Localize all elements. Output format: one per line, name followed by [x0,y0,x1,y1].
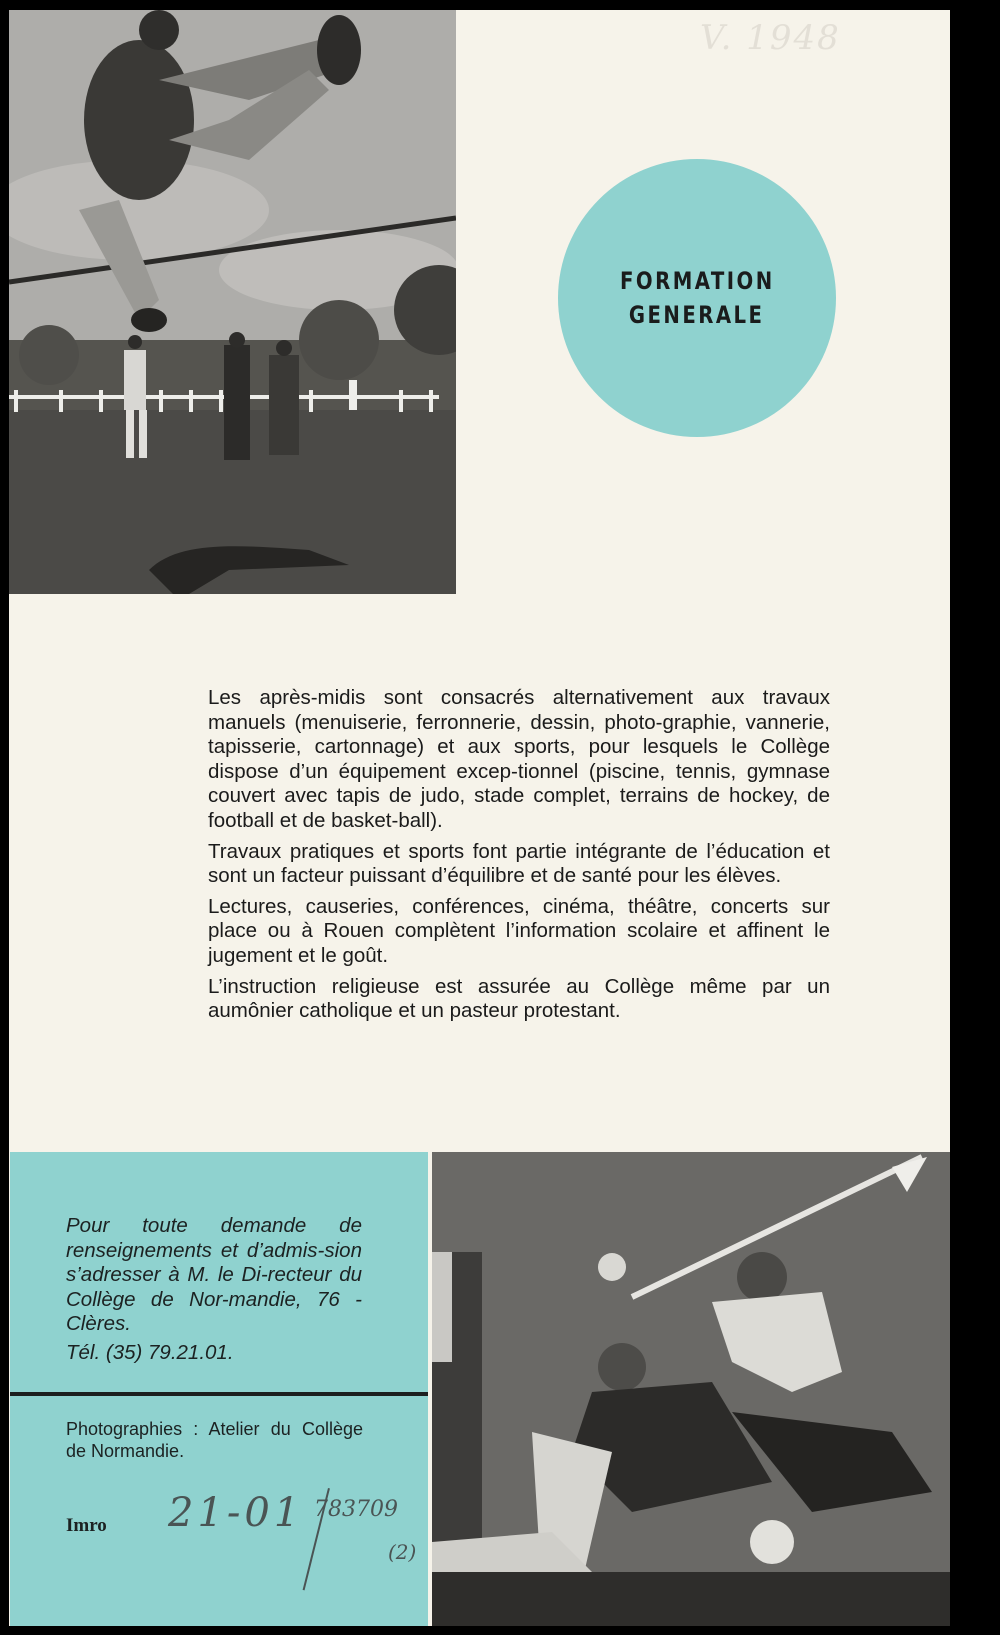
body-text [208,686,830,1030]
photo-credits: Photographies : Atelier du Collège de Normandie. [66,1419,363,1461]
section-title-line2: GENERALE [629,301,765,329]
paragraph: L’instruction religieuse est assurée au Collège même par un aumônier catholique et un pasteur protestant. [208,974,830,1023]
handwritten-number: 783709 [314,1497,398,1522]
boys-playing-illustration [432,1152,950,1626]
phone-number: Tél. (35) 79.21.01. [66,1340,234,1364]
contact-box [10,1152,428,1626]
tree [299,300,379,380]
photo-high-jump [9,10,456,594]
photo-boys-playing [432,1152,950,1626]
printer-imprint: Imro [66,1515,107,1536]
handwritten-ref: 21-01 [168,1490,304,1536]
handwritten-suffix: (2) [388,1540,417,1564]
divider [10,1392,428,1396]
tree [19,325,79,385]
paragraph: Travaux pratiques et sports font partie intégrante de l’éducation et sont un facteur puissant d’équilibre et de santé pour les élèves. [208,839,830,888]
contact-text: Pour toute demande de renseignements et d’admis-sion s’adresser à M. le Di-recteur du Collège de Nor-mandie, 76 - Clères. [66,1214,362,1335]
section-badge [558,159,836,437]
section-title-line1: FORMATION [619,267,775,295]
high-jump-illustration [9,10,456,594]
grass [432,1572,950,1626]
paragraph: Lectures, causeries, conférences, cinéma, théâtre, concerts sur place ou à Rouen complètent l’information scolaire et affinent le jugement et le goût. [208,894,830,967]
paragraph: Les après-midis sont consacrés alternativement aux travaux manuels (menuiserie, ferronnerie, dessin, photo-graphie, vannerie, tapisserie, cartonnage) et aux sports, pour lesquels le Collège dispose d’un équipement excep-tionnel (piscine, tennis, gymnase couvert avec tapis de judo, stade complet, terrains de hockey, de football et de basket-ball). [208,686,830,832]
archive-note: V. 1948 [700,18,841,58]
contact-info [66,1214,362,1369]
wall-edge [432,1252,452,1362]
